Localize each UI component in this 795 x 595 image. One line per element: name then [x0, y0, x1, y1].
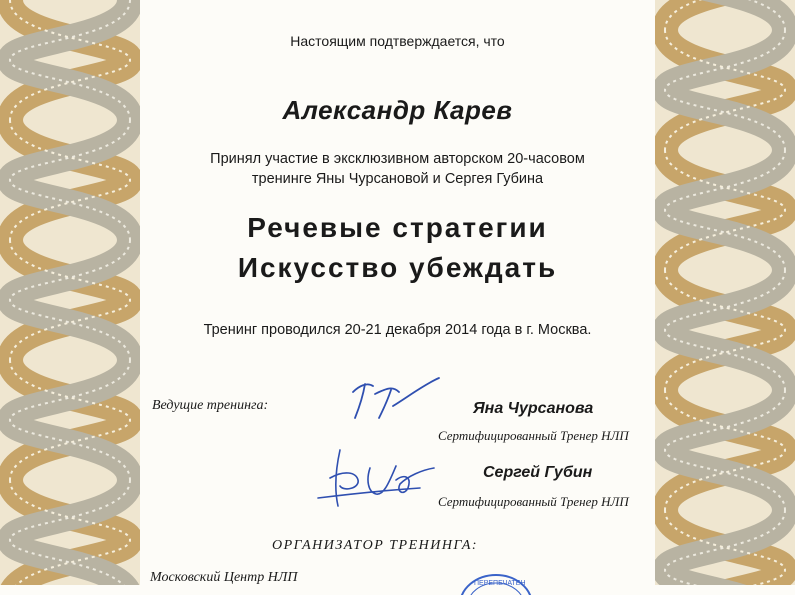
- decorative-border-right: [655, 0, 795, 585]
- signature-1: [335, 372, 445, 422]
- trainer-1-name: Яна Чурсанова: [473, 400, 594, 417]
- intro-text: Настоящим подтверждается, что: [290, 33, 505, 49]
- description-line-2: тренинге Яны Чурсановой и Сергея Губина: [251, 171, 544, 187]
- training-dates: Тренинг проводился 20-21 декабря 2014 года в г. Москва.: [203, 322, 592, 338]
- decorative-border-left: [0, 0, 140, 585]
- organizer-name: Московский Центр НЛП: [150, 570, 298, 585]
- trainer-1-role: Сертифицированный Тренер НЛП: [438, 428, 629, 443]
- leaders-label: Ведущие тренинга:: [152, 398, 269, 413]
- training-title-line-1: Речевые стратегии: [247, 212, 548, 243]
- recipient-name: Александр Карев: [282, 95, 513, 125]
- signature-2: [300, 440, 450, 510]
- certificate-body: [140, 0, 655, 585]
- organizer-label: ОРГАНИЗАТОР ТРЕНИНГА:: [272, 538, 479, 553]
- trainer-2-name: Сергей Губин: [483, 464, 593, 481]
- stamp-text: ПЕРЕПЕЧАТЕН: [474, 580, 526, 587]
- trainer-2-role: Сертифицированный Тренер НЛП: [438, 494, 629, 509]
- organization-stamp: [456, 565, 536, 595]
- training-title-line-2: Искусство убеждать: [237, 252, 558, 283]
- description-line-1: Принял участие в эксклюзивном авторском 20-часовом: [210, 151, 585, 167]
